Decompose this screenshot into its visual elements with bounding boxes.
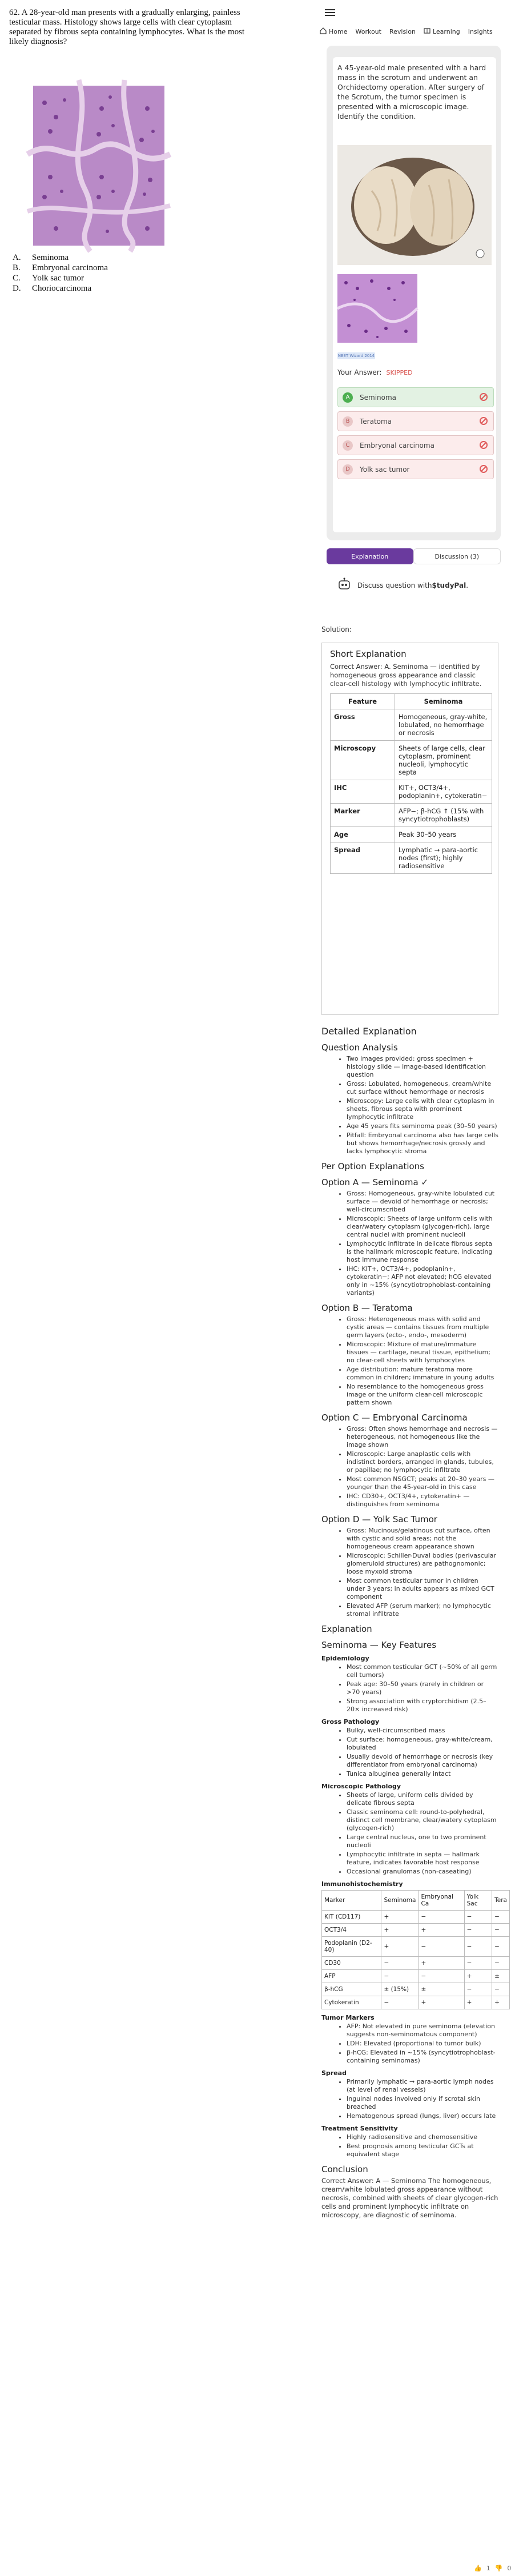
list-item: • Pitfall: Embryonal carcinoma also has large cells but shows hemorrhage/necrosis grossly and lacks lymphocytic stroma xyxy=(347,1131,498,1155)
detail-title: Detailed Explanation xyxy=(321,1026,417,1037)
list-item: • IHC: CD30+, OCT3/4+, cytokeratin+ — distinguishes from seminoma xyxy=(347,1492,498,1508)
list-item: • Inguinal nodes involved only if scrotal skin breached xyxy=(347,2095,498,2111)
feature-table: Feature Seminoma Gross Homogeneous, gray-white, lobulated, no hemorrhage or necrosis Microscopy Sheets of large cells, clear cytoplasm, prominent nucleoli, lymphocytic septa IHC KIT+, OCT3/4+, podoplanin+, cytokeratin− Marker AFP−; β-hCG ↑ (15% with syncytiotrophoblasts) Age Peak 30–50 years Spread Lymphatic → para-aortic nodes (first); highly radiosensitive xyxy=(330,693,492,874)
question-analysis-list xyxy=(321,1055,498,1155)
list-item: • Most common testicular tumor in children under 3 years; in adults appears as mixed GCT component xyxy=(347,1577,498,1601)
list-item: • Sheets of large, uniform cells divided by delicate fibrous septa xyxy=(347,1791,498,1807)
question-stem: A 45-year-old male presented with a hard mass in the scrotum and underwent an Orchidectomy operation. After surgery of the Scrotum, the tumor specimen is presented with a microscopic image. Identify the condition. xyxy=(337,63,486,121)
table-row: Marker AFP−; β-hCG ↑ (15% with syncytiotrophoblasts) xyxy=(331,804,492,827)
list-item: • Peak age: 30–50 years (rarely in children or >70 years) xyxy=(347,1680,498,1696)
option-a[interactable]: A. Seminoma xyxy=(13,253,69,262)
list-item: • Hematogenous spread (lungs, liver) occurs late xyxy=(347,2112,498,2120)
list-item: • Microscopic: Sheets of large uniform cells with clear/watery cytoplasm (glycogen-rich), large central nuclei with prominent nucleoli xyxy=(347,1215,498,1239)
short-answer: Correct Answer: A. Seminoma — identified by homogeneous gross appearance and classic clear-cell histology with lymphocytic infiltrate. xyxy=(330,663,482,688)
list-item: • IHC: KIT+, OCT3/4+, podoplanin+, cytokeratin−; AFP not elevated; hCG elevated only in ~15% (syncytiotrophoblast-containing variants) xyxy=(347,1265,498,1297)
top-nav xyxy=(320,25,504,38)
table-row: Spread Lymphatic → para-aortic nodes (first); highly radiosensitive xyxy=(331,842,492,874)
question-text: 62. A 28-year-old man presents with a gradually enlarging, painless testicular mass. Histology shows large cells with clear cytoplasm separated by fibrous septa containing lymphocytes. What is the most likely diagnosis? xyxy=(9,8,245,46)
list-item: • No resemblance to the homogeneous gross image or the uniform clear-cell microscopic pattern shown xyxy=(347,1383,498,1407)
ihc-table: Marker Seminoma Embryonal Ca Yolk Sac Tera KIT (CD117) + − − − OCT3/4 + + − − Podoplanin (D2-40) + − − − CD30 − + − − AFP − − + ± β-hCG ± (15%) ± − − Cytokeratin − + + + xyxy=(321,1890,510,2009)
list-item: • Gross: Homogeneous, gray-white lobulated cut surface — devoid of hemorrhage or necrosis; well-circumscribed xyxy=(347,1190,498,1214)
list-item: • Lymphocytic infiltrate in delicate fibrous septa is the hallmark microscopic feature, indicating host immune response xyxy=(347,1240,498,1264)
table-row: β-hCG ± (15%) ± − − xyxy=(322,1983,510,1996)
gross-specimen-image xyxy=(337,145,492,265)
question-options xyxy=(13,252,108,294)
list-item: • Strong association with cryptorchidism (2.5–20× increased risk) xyxy=(347,1698,498,1714)
list-item: • Tunica albuginea generally intact xyxy=(347,1770,498,1778)
list-item: • Most common testicular GCT (~50% of all germ cell tumors) xyxy=(347,1663,498,1679)
ban-icon xyxy=(480,417,488,425)
your-answer: Your Answer: SKIPPED xyxy=(337,368,413,376)
list-item: • Age distribution: mature teratoma more common in children; immature in young adults xyxy=(347,1366,498,1382)
list-item: • Lymphocytic infiltrate in septa — hallmark feature, indicates favorable host response xyxy=(347,1851,498,1867)
answer-option-a[interactable]: A Seminoma xyxy=(337,387,494,407)
discuss-with-studypal[interactable]: Discuss question with $tudyPal . xyxy=(337,577,468,593)
histology-image xyxy=(33,86,164,246)
short-explanation xyxy=(321,643,498,1015)
nav-home[interactable]: Home xyxy=(320,27,347,36)
ban-icon xyxy=(480,441,488,449)
list-item: • AFP: Not elevated in pure seminoma (elevation suggests non-seminomatous component) xyxy=(347,2023,498,2039)
table-row: IHC KIT+, OCT3/4+, podoplanin+, cytokeratin− xyxy=(331,780,492,804)
table-row: AFP − − + ± xyxy=(322,1970,510,1983)
thumbs-up-icon[interactable]: 👍 xyxy=(474,2565,482,2572)
answer-option-d[interactable]: D Yolk sac tumor xyxy=(337,459,494,479)
robot-icon xyxy=(337,577,352,593)
nav-learning[interactable]: Learning xyxy=(424,27,460,36)
option-b[interactable]: B. Embryonal carcinoma xyxy=(13,263,108,272)
microscopy-image xyxy=(337,274,417,343)
explanation-tabs xyxy=(327,548,501,564)
book-icon xyxy=(424,27,433,36)
solution-label: Solution: xyxy=(321,625,352,633)
skipped-status: SKIPPED xyxy=(386,369,413,376)
table-row: Podoplanin (D2-40) + − − − xyxy=(322,1937,510,1957)
question-card xyxy=(333,57,496,532)
list-item: • Primarily lymphatic → para-aortic lymph nodes (at level of renal vessels) xyxy=(347,2078,498,2094)
menu-icon[interactable] xyxy=(325,9,335,18)
table-row: OCT3/4 + + − − xyxy=(322,1924,510,1937)
option-a-list xyxy=(321,1190,498,1297)
list-item: • Microscopic: Mixture of mature/immature tissues — cartilage, neural tissue, epithelium; no clear-cell sheets with lymphocytes xyxy=(347,1341,498,1365)
list-item: • Gross: Lobulated, homogeneous, cream/white cut surface without hemorrhage or necrosis xyxy=(347,1080,498,1096)
question-card-wrapper xyxy=(327,46,501,540)
list-item: • Classic seminoma cell: round-to-polyhedral, distinct cell membrane, clear/watery cytoplasm (glycogen-rich) xyxy=(347,1808,498,1832)
short-explanation-title: Short Explanation xyxy=(330,649,407,659)
ban-icon xyxy=(480,393,488,401)
list-item: • Gross: Often shows hemorrhage and necrosis — heterogeneous, not homogeneous like the image shown xyxy=(347,1425,498,1449)
answer-option-b[interactable]: B Teratoma xyxy=(337,411,494,431)
table-row: Age Peak 30–50 years xyxy=(331,827,492,842)
list-item: • Cut surface: homogeneous, gray-white/cream, lobulated xyxy=(347,1736,498,1752)
table-row: CD30 − + − − xyxy=(322,1957,510,1970)
list-item: • Age 45 years fits seminoma peak (30–50 years) xyxy=(347,1122,498,1130)
list-item: • Gross: Mucinous/gelatinous cut surface, often with cystic and solid areas; not the homogeneous cream appearance shown xyxy=(347,1527,498,1551)
option-d[interactable]: D. Choriocarcinoma xyxy=(13,284,92,293)
table-row: Gross Homogeneous, gray-white, lobulated, no hemorrhage or necrosis xyxy=(331,709,492,741)
conclusion-text: Correct Answer: A — Seminoma The homogeneous, cream/white lobulated gross appearance without necrosis, combined with sheets of clear glycogen-rich cells and prominent lymphocytic infiltrate on microscopy, are diagnostic of seminoma. xyxy=(321,2177,498,2219)
list-item: • Microscopic: Large anaplastic cells with indistinct borders, arranged in glands, tubules, or papillae; no lymphocytic infiltrate xyxy=(347,1450,498,1474)
detailed-explanation: Detailed Explanation Question Analysis • Two images provided: gross specimen + histology slide — image-based identification question • Gross: Lobulated, homogeneous, cream/white cut surface without hemorrhage or necrosis • Microscopy: Large cells with clear cytoplasm in sheets, fibrous septa with prominent lymphocytic infiltrate • Age 45 years fits seminoma peak (30–50 years) • Pitfall: Embryonal carcinoma also has large cells but shows hemorrhage/necrosis grossly and lacks lymphocytic stroma Per Option Explanations Option A — Seminoma ✓ • Gross: Homogeneous, gray-white lobulated cut surface — devoid of hemorrhage or necrosis; well-circumscribed • Microscopic: Sheets of large uniform cells with clear/watery cytoplasm (glycogen-rich), large central nuclei with prominent nucleoli • Lymphocytic infiltrate in delicate fibrous septa is the hallmark microscopic feature, indicating host immune response • IHC: KIT+, OCT3/4+, podoplanin+, cytokeratin−; AFP not elevated; hCG elevated only in ~15% (syncytiotrophoblast-containing variants) Option B — Teratoma • Gross: Heterogeneous mass with solid and cystic areas — contains tissues from multiple germ layers (ecto-, endo-, mesoderm) • Microscopic: Mixture of mature/immature tissues — cartilage, neural tissue, epithelium; no clear-cell sheets with lymphocytes • Age distribution: mature teratoma more common in children; immature in young adults • No resemblance to the homogeneous gross image or the uniform clear-cell microscopic pattern shown Option C — Embryonal Carcinoma • Gross: Often shows hemorrhage and necrosis — heterogeneous, not homogeneous like the image shown • Microscopic: Large anaplastic cells with indistinct borders, arranged in glands, tubules, or papillae; no lymphocytic infiltrate • Most common NSGCT; peaks at 20–30 years — younger than the 45-year-old in this case • IHC: CD30+, OCT3/4+, cytokeratin+ — distinguishes from seminoma Option D — Yolk Sac Tumor • Gross: Mucinous/gelatinous cut surface, often with cystic and solid areas; not the homogeneous cream appearance shown • Microscopic: Schiller-Duval bodies (perivascular glomeruloid structures) are pathognomonic; loose myxoid stroma • Most common testicular tumor in children under 3 years; in adults appears as mixed GCT component • Elevated AFP (serum marker); no lymphocytic stromal infiltrate Explanation Seminoma — Key Features Epidemiology • Most common testicular GCT (~50% of all germ cell tumors) • Peak age: 30–50 years (rarely in children or >70 years) • Strong association with cryptorchidism (2.5–20× increased risk) Gross Pathology • Bulky, well-circumscribed mass • Cut surface: homogeneous, gray-white/cream, lobulated • Usually devoid of hemorrhage or necrosis (key differentiator from embryonal carcinoma) • Tunica albuginea generally intact Microscopic Pathology • Sheets of large, uniform cells divided by delicate fibrous septa • Classic seminoma cell: round-to-polyhedral, distinct cell membrane, clear/watery cytoplasm (glycogen-rich) • Large central nucleus, one to two prominent nucleoli • Lymphocytic infiltrate in septa — hallmark feature, indicates favorable host response • Occasional granulomas (non-caseating) Immunohistochemistry Marker Seminoma Embryonal Ca Yolk Sac Tera KIT (CD117) + − − − OCT3/4 + + − − Podoplanin (D2-40) + − − − CD30 − + − − AFP − − + ± β-hCG ± (15%) ± − − Cytokeratin − + + + Tumor Markers • AFP: Not elevated in pure seminoma (elevation suggests non-seminomatous component) • LDH: Elevated (proportional to tumor bulk) • β-hCG: Elevated in ~15% (syncytiotrophoblast-containing seminomas) Spread • Primarily lymphatic → para-aortic lymph nodes (at level of renal vessels) • Inguinal nodes involved only if scrotal skin breached • Hematogenous spread (lungs, liver) occurs late Treatment Sensitivity • Highly radiosensitive and chemosensitive • Best prognosis among testicular GCTs at equivalent stage Conclusion Correct Answer: A — Seminoma The homogeneous, cream/white lobulated gross appearance without necrosis, combined with sheets of clear glycogen-rich cells and prominent lymphocytic infiltrate on microscopy, are diagnostic of seminoma. xyxy=(321,1022,498,2220)
source-badge: NEET Wizard 2014 xyxy=(337,354,375,358)
list-item: • LDH: Elevated (proportional to tumor bulk) xyxy=(347,2040,498,2048)
list-item: • Large central nucleus, one to two prominent nucleoli xyxy=(347,1833,498,1849)
list-item: • Two images provided: gross specimen + histology slide — image-based identification question xyxy=(347,1055,498,1079)
ban-icon xyxy=(480,465,488,473)
list-item: • Microscopic: Schiller-Duval bodies (perivascular glomeruloid structures) are pathognomonic; loose myxoid stroma xyxy=(347,1552,498,1576)
answer-option-c[interactable]: C Embryonal carcinoma xyxy=(337,435,494,455)
option-d-list xyxy=(321,1527,498,1618)
option-b-list xyxy=(321,1315,498,1407)
list-item: • Gross: Heterogeneous mass with solid and cystic areas — contains tissues from multiple germ layers (ecto-, endo-, mesoderm) xyxy=(347,1315,498,1339)
answer-panel xyxy=(320,0,511,2576)
list-item: • Occasional granulomas (non-caseating) xyxy=(347,1868,498,1876)
home-icon xyxy=(320,27,329,36)
list-item: • Bulky, well-circumscribed mass xyxy=(347,1727,498,1735)
tab-explanation[interactable]: Explanation xyxy=(327,548,413,564)
list-item: • Highly radiosensitive and chemosensitive xyxy=(347,2133,498,2141)
tab-discussion[interactable]: Discussion (3) xyxy=(413,548,501,564)
table-row: Microscopy Sheets of large cells, clear cytoplasm, prominent nucleoli, lymphocytic septa xyxy=(331,741,492,780)
list-item: • Most common NSGCT; peaks at 20–30 years — younger than the 45-year-old in this case xyxy=(347,1475,498,1491)
nav-insights[interactable]: Insights xyxy=(468,27,493,35)
option-c[interactable]: C. Yolk sac tumor xyxy=(13,274,84,283)
nav-workout[interactable]: Workout xyxy=(355,27,381,35)
table-row: Cytokeratin − + + + xyxy=(322,1996,510,2009)
table-row: KIT (CD117) + − − − xyxy=(322,1911,510,1924)
list-item: • Microscopy: Large cells with clear cytoplasm in sheets, fibrous septa with prominent lymphocytic infiltrate xyxy=(347,1097,498,1121)
option-c-list xyxy=(321,1425,498,1508)
feedback-bar: 👍 1 👎 0 xyxy=(474,2565,511,2572)
list-item: • Best prognosis among testicular GCTs at equivalent stage xyxy=(347,2142,498,2158)
list-item: • Usually devoid of hemorrhage or necrosis (key differentiator from embryonal carcinoma) xyxy=(347,1753,498,1769)
thumbs-down-icon[interactable]: 👎 xyxy=(494,2565,503,2572)
list-item: • Elevated AFP (serum marker); no lymphocytic stromal infiltrate xyxy=(347,1602,498,1618)
nav-revision[interactable]: Revision xyxy=(389,27,416,35)
list-item: • β-hCG: Elevated in ~15% (syncytiotrophoblast-containing seminomas) xyxy=(347,2049,498,2065)
